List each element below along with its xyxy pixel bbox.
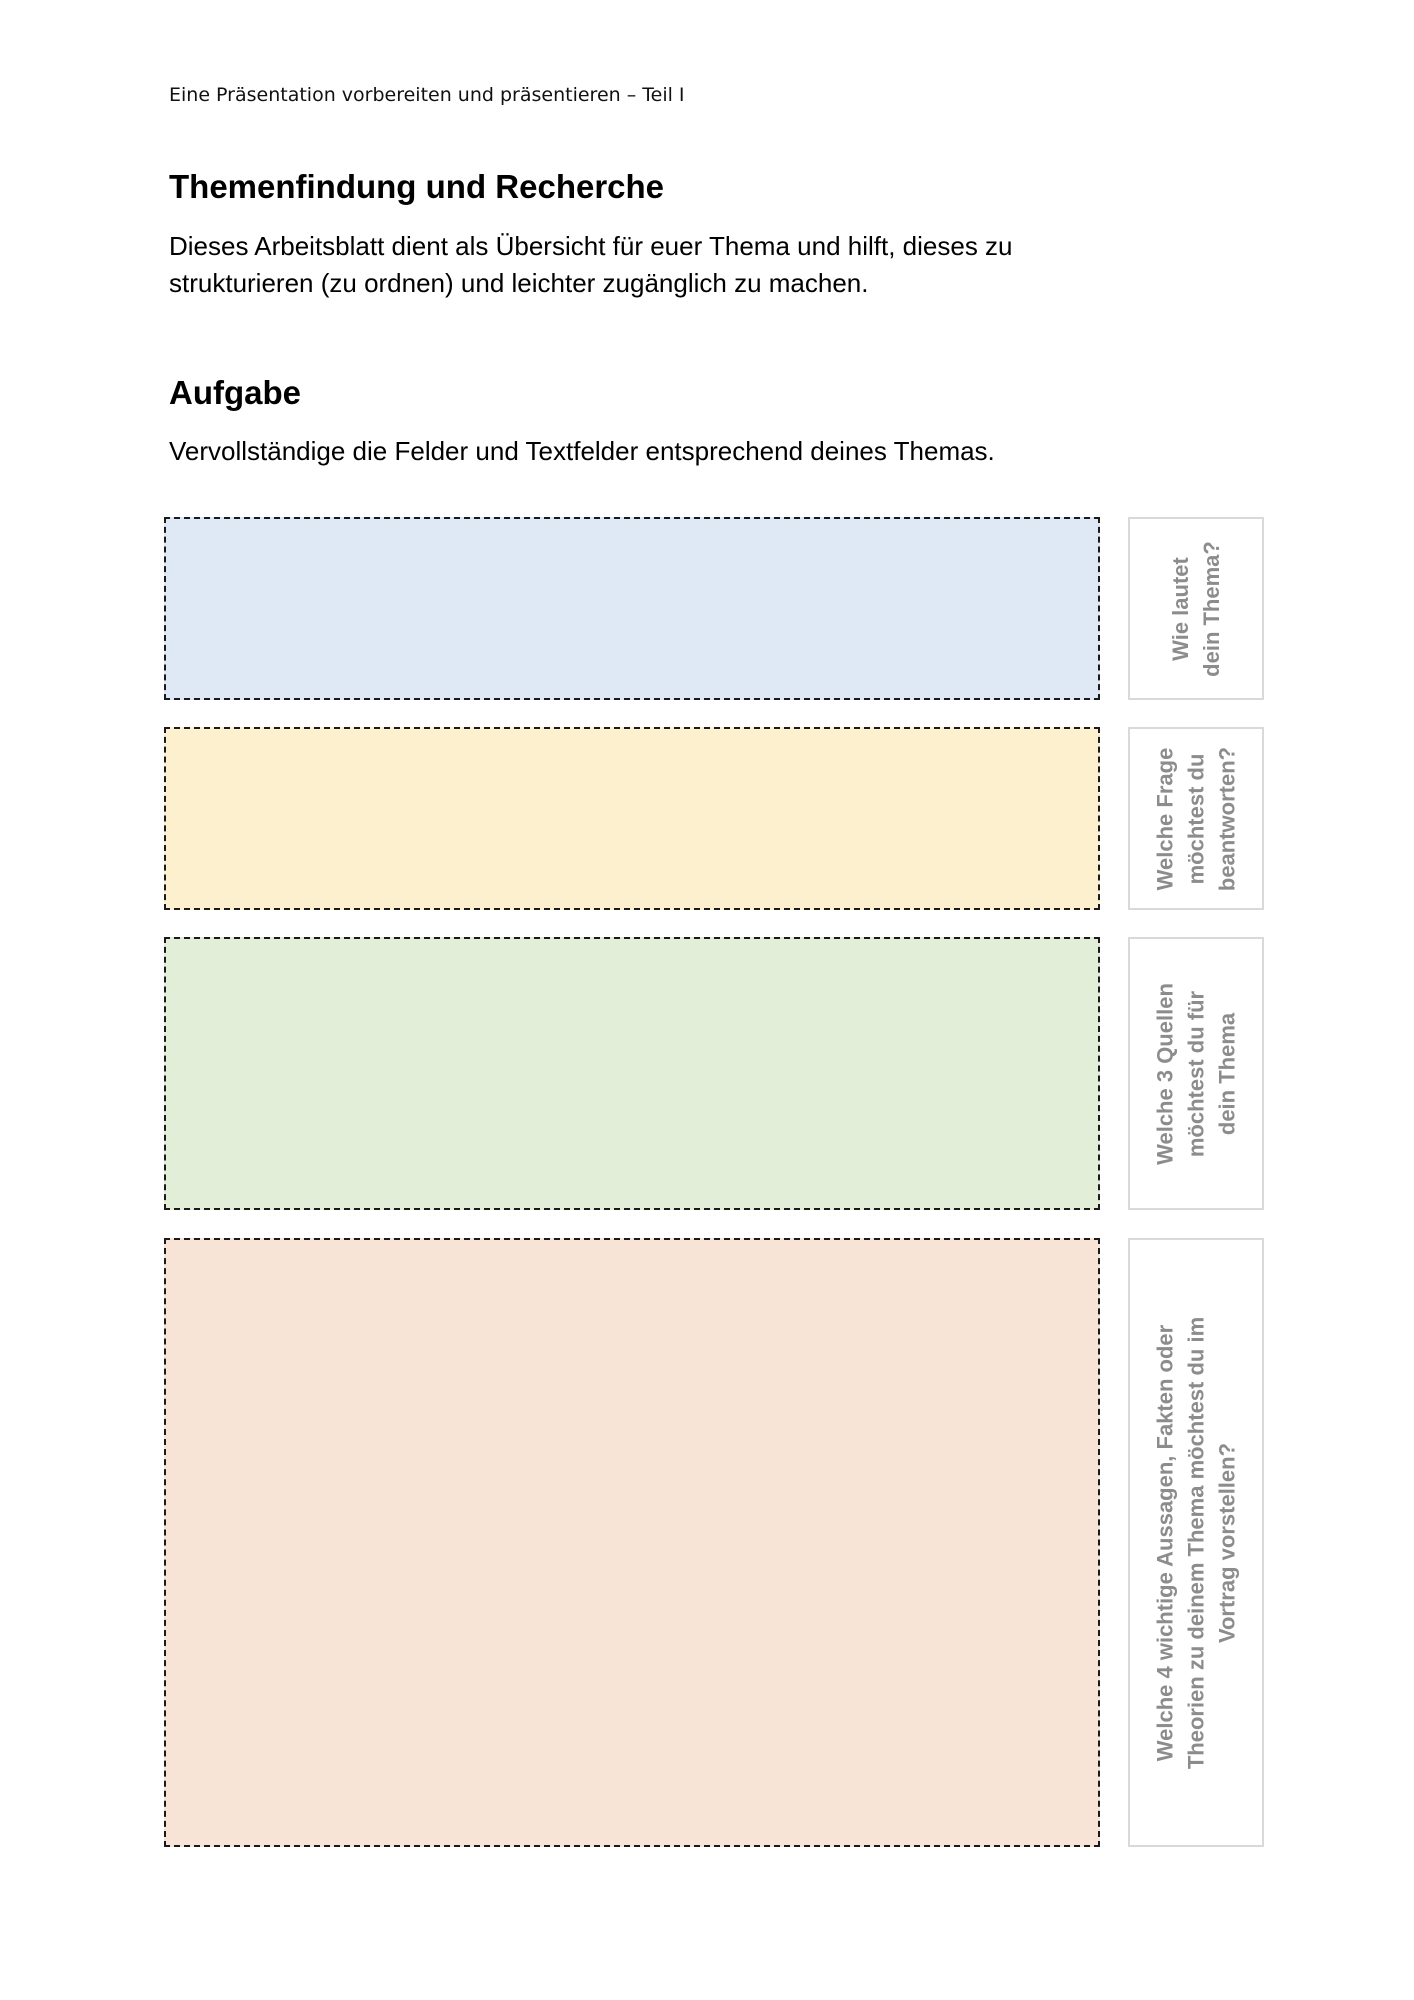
task-instruction: Vervollständige die Felder und Textfelder entsprechend deines Themas. bbox=[169, 436, 995, 466]
label-line: Theorien zu deinem Thema möchtest du im bbox=[1183, 1316, 1209, 1769]
label-line: Welche 4 wichtige Aussagen, Fakten oder bbox=[1152, 1324, 1178, 1761]
intro-paragraph bbox=[169, 228, 1149, 302]
question-label bbox=[1150, 746, 1243, 890]
topic-field[interactable] bbox=[164, 517, 1100, 700]
intro-line: strukturieren (zu ordnen) und leichter zugänglich zu machen. bbox=[169, 268, 869, 298]
section-title-themenfindung: Themenfindung und Recherche bbox=[169, 168, 665, 205]
label-line: Wie lautet bbox=[1168, 556, 1193, 661]
topic-label bbox=[1165, 541, 1227, 677]
statements-textarea[interactable] bbox=[166, 1240, 1098, 1845]
label-line: beantworten? bbox=[1214, 746, 1240, 891]
label-line: Vortrag vorstellen? bbox=[1214, 1442, 1240, 1643]
label-line: dein Thema bbox=[1214, 1012, 1240, 1135]
intro-line: Dieses Arbeitsblatt dient als Übersicht für euer Thema und hilft, dieses zu bbox=[169, 231, 1013, 261]
question-textarea[interactable] bbox=[166, 729, 1098, 908]
running-header: Eine Präsentation vorbereiten und präsentieren – Teil I bbox=[169, 84, 685, 106]
question-label-box bbox=[1128, 727, 1264, 910]
sources-field[interactable] bbox=[164, 937, 1100, 1210]
sources-label-box bbox=[1128, 937, 1264, 1210]
topic-label-box bbox=[1128, 517, 1264, 700]
statements-field[interactable] bbox=[164, 1238, 1100, 1847]
section-title-aufgabe: Aufgabe bbox=[169, 374, 301, 411]
label-line: möchtest du bbox=[1183, 753, 1209, 884]
label-line: möchtest du für bbox=[1183, 990, 1209, 1157]
sources-textarea[interactable] bbox=[166, 939, 1098, 1208]
label-line: Welche 3 Quellen bbox=[1152, 982, 1178, 1165]
topic-textarea[interactable] bbox=[166, 519, 1098, 698]
label-line: dein Thema? bbox=[1199, 540, 1224, 677]
statements-label-box bbox=[1128, 1238, 1264, 1847]
label-line: Welche Frage bbox=[1152, 747, 1178, 890]
statements-label bbox=[1150, 1316, 1243, 1768]
sources-label bbox=[1150, 983, 1243, 1165]
question-field[interactable] bbox=[164, 727, 1100, 910]
